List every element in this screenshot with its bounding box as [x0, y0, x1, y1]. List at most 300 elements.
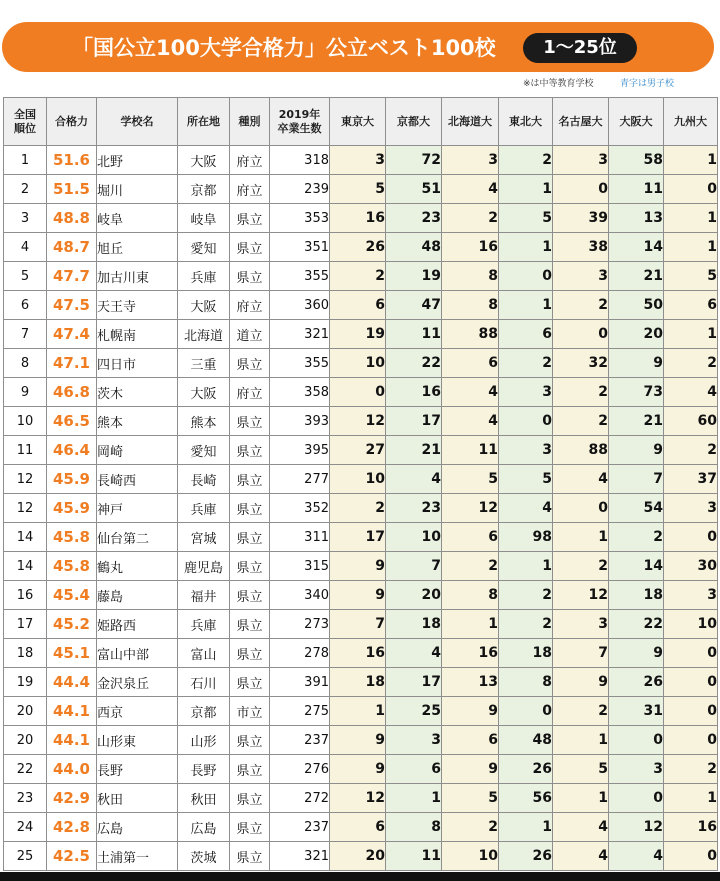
- prefecture-cell: 愛知: [178, 436, 230, 465]
- type-cell: 県立: [230, 610, 270, 639]
- nagoya-count-cell: 2: [553, 407, 609, 436]
- tokyo-count-cell: 3: [330, 146, 386, 175]
- score-cell: 51.6: [47, 146, 97, 175]
- column-header: [664, 98, 718, 146]
- score-cell: 47.1: [47, 349, 97, 378]
- osaka-count-cell: 3: [609, 755, 664, 784]
- kyushu-count-cell: 60: [664, 407, 718, 436]
- rank-cell: 10: [4, 407, 47, 436]
- graduates-cell: 395: [270, 436, 330, 465]
- table-row: [4, 378, 718, 407]
- osaka-count-cell: 11: [609, 175, 664, 204]
- table-row: [4, 639, 718, 668]
- column-header-text: 北海道大: [448, 114, 492, 128]
- table-row: [4, 697, 718, 726]
- prefecture-cell: 山形: [178, 726, 230, 755]
- nagoya-count-cell: 1: [553, 523, 609, 552]
- score-cell: 42.9: [47, 784, 97, 813]
- osaka-count-cell: 54: [609, 494, 664, 523]
- column-header: [230, 98, 270, 146]
- type-cell: 県立: [230, 465, 270, 494]
- score-cell: 42.5: [47, 842, 97, 871]
- hokkaido-count-cell: 4: [442, 378, 499, 407]
- osaka-count-cell: 12: [609, 813, 664, 842]
- hokkaido-count-cell: 10: [442, 842, 499, 871]
- kyoto-count-cell: 3: [386, 726, 442, 755]
- rank-cell: 20: [4, 697, 47, 726]
- osaka-count-cell: 13: [609, 204, 664, 233]
- prefecture-cell: 愛知: [178, 233, 230, 262]
- type-cell: 県立: [230, 349, 270, 378]
- tokyo-count-cell: 9: [330, 726, 386, 755]
- kyushu-count-cell: 16: [664, 813, 718, 842]
- rank-cell: 4: [4, 233, 47, 262]
- table-row: [4, 204, 718, 233]
- graduates-cell: 355: [270, 262, 330, 291]
- hokkaido-count-cell: 8: [442, 581, 499, 610]
- hokkaido-count-cell: 6: [442, 349, 499, 378]
- nagoya-count-cell: 3: [553, 610, 609, 639]
- kyoto-count-cell: 19: [386, 262, 442, 291]
- kyushu-count-cell: 1: [664, 146, 718, 175]
- osaka-count-cell: 21: [609, 407, 664, 436]
- type-cell: 府立: [230, 378, 270, 407]
- kyushu-count-cell: 1: [664, 204, 718, 233]
- table-row: [4, 291, 718, 320]
- osaka-count-cell: 14: [609, 233, 664, 262]
- school-name-cell: 堀川: [97, 175, 178, 204]
- tokyo-count-cell: 26: [330, 233, 386, 262]
- bottom-bar: [0, 872, 720, 881]
- nagoya-count-cell: 3: [553, 262, 609, 291]
- school-name-cell: 金沢泉丘: [97, 668, 178, 697]
- kyushu-count-cell: 10: [664, 610, 718, 639]
- type-cell: 県立: [230, 726, 270, 755]
- kyushu-count-cell: 0: [664, 697, 718, 726]
- table-row: [4, 436, 718, 465]
- column-header-text: 合格力: [55, 114, 88, 128]
- column-header-text: 卒業生数: [277, 121, 322, 135]
- score-cell: 44.0: [47, 755, 97, 784]
- school-name-cell: 茨木: [97, 378, 178, 407]
- school-name-cell: 長崎西: [97, 465, 178, 494]
- rank-cell: 14: [4, 523, 47, 552]
- osaka-count-cell: 9: [609, 436, 664, 465]
- type-cell: 県立: [230, 581, 270, 610]
- column-header-text: 所在地: [187, 114, 220, 128]
- kyushu-count-cell: 0: [664, 726, 718, 755]
- tokyo-count-cell: 12: [330, 784, 386, 813]
- graduates-cell: 315: [270, 552, 330, 581]
- nagoya-count-cell: 4: [553, 813, 609, 842]
- kyoto-count-cell: 17: [386, 668, 442, 697]
- graduates-cell: 393: [270, 407, 330, 436]
- osaka-count-cell: 4: [609, 842, 664, 871]
- rank-cell: 11: [4, 436, 47, 465]
- table-row: [4, 842, 718, 871]
- school-name-cell: 熊本: [97, 407, 178, 436]
- table-row: [4, 755, 718, 784]
- nagoya-count-cell: 32: [553, 349, 609, 378]
- kyoto-count-cell: 1: [386, 784, 442, 813]
- score-cell: 47.7: [47, 262, 97, 291]
- type-cell: 市立: [230, 697, 270, 726]
- hokkaido-count-cell: 3: [442, 146, 499, 175]
- school-name-cell: 姫路西: [97, 610, 178, 639]
- kyoto-count-cell: 6: [386, 755, 442, 784]
- column-header: [178, 98, 230, 146]
- kyoto-count-cell: 7: [386, 552, 442, 581]
- hokkaido-count-cell: 13: [442, 668, 499, 697]
- hokkaido-count-cell: 1: [442, 610, 499, 639]
- score-cell: 46.8: [47, 378, 97, 407]
- tokyo-count-cell: 9: [330, 552, 386, 581]
- score-cell: 45.2: [47, 610, 97, 639]
- table-row: [4, 320, 718, 349]
- kyushu-count-cell: 30: [664, 552, 718, 581]
- prefecture-cell: 兵庫: [178, 610, 230, 639]
- kyushu-count-cell: 2: [664, 755, 718, 784]
- kyushu-count-cell: 0: [664, 639, 718, 668]
- kyushu-count-cell: 4: [664, 378, 718, 407]
- hokkaido-count-cell: 11: [442, 436, 499, 465]
- type-cell: 県立: [230, 494, 270, 523]
- tohoku-count-cell: 0: [499, 697, 553, 726]
- column-header-text: 九州大: [674, 114, 707, 128]
- tokyo-count-cell: 1: [330, 697, 386, 726]
- header-row: [4, 98, 718, 146]
- nagoya-count-cell: 3: [553, 146, 609, 175]
- kyushu-count-cell: 3: [664, 581, 718, 610]
- tokyo-count-cell: 6: [330, 291, 386, 320]
- osaka-count-cell: 0: [609, 784, 664, 813]
- page-title: 「国公立100大学合格力」公立ベスト100校: [72, 36, 496, 60]
- graduates-cell: 273: [270, 610, 330, 639]
- rank-range-badge: 1～25位: [523, 33, 637, 63]
- tohoku-count-cell: 5: [499, 465, 553, 494]
- table-row: [4, 233, 718, 262]
- column-header-text: 順位: [14, 121, 36, 135]
- graduates-cell: 311: [270, 523, 330, 552]
- tohoku-count-cell: 26: [499, 842, 553, 871]
- graduates-cell: 355: [270, 349, 330, 378]
- table-row: [4, 349, 718, 378]
- column-header: [270, 98, 330, 146]
- school-name-cell: 西京: [97, 697, 178, 726]
- tohoku-count-cell: 18: [499, 639, 553, 668]
- type-cell: 県立: [230, 523, 270, 552]
- osaka-count-cell: 0: [609, 726, 664, 755]
- score-cell: 45.8: [47, 552, 97, 581]
- tokyo-count-cell: 6: [330, 813, 386, 842]
- table-body: [4, 146, 718, 871]
- rank-cell: 9: [4, 378, 47, 407]
- prefecture-cell: 大阪: [178, 378, 230, 407]
- graduates-cell: 237: [270, 726, 330, 755]
- table-row: [4, 262, 718, 291]
- column-header-text: 大阪大: [619, 114, 653, 128]
- type-cell: 県立: [230, 407, 270, 436]
- nagoya-count-cell: 0: [553, 175, 609, 204]
- graduates-cell: 277: [270, 465, 330, 494]
- tokyo-count-cell: 7: [330, 610, 386, 639]
- score-cell: 44.1: [47, 697, 97, 726]
- hokkaido-count-cell: 9: [442, 697, 499, 726]
- hokkaido-count-cell: 88: [442, 320, 499, 349]
- score-cell: 47.4: [47, 320, 97, 349]
- type-cell: 府立: [230, 175, 270, 204]
- column-header-text: 名古屋大: [558, 114, 603, 128]
- prefecture-cell: 熊本: [178, 407, 230, 436]
- nagoya-count-cell: 12: [553, 581, 609, 610]
- school-name-cell: 四日市: [97, 349, 178, 378]
- tokyo-count-cell: 5: [330, 175, 386, 204]
- column-header: [47, 98, 97, 146]
- graduates-cell: 358: [270, 378, 330, 407]
- tohoku-count-cell: 3: [499, 436, 553, 465]
- column-header: [499, 98, 553, 146]
- hokkaido-count-cell: 16: [442, 233, 499, 262]
- rank-cell: 20: [4, 726, 47, 755]
- table-row: [4, 726, 718, 755]
- osaka-count-cell: 73: [609, 378, 664, 407]
- nagoya-count-cell: 88: [553, 436, 609, 465]
- column-header: [386, 98, 442, 146]
- tohoku-count-cell: 6: [499, 320, 553, 349]
- tokyo-count-cell: 9: [330, 581, 386, 610]
- nagoya-count-cell: 2: [553, 552, 609, 581]
- kyoto-count-cell: 8: [386, 813, 442, 842]
- tokyo-count-cell: 9: [330, 755, 386, 784]
- type-cell: 県立: [230, 639, 270, 668]
- kyoto-count-cell: 23: [386, 204, 442, 233]
- kyoto-count-cell: 10: [386, 523, 442, 552]
- rank-cell: 5: [4, 262, 47, 291]
- rank-cell: 8: [4, 349, 47, 378]
- kyoto-count-cell: 48: [386, 233, 442, 262]
- tokyo-count-cell: 16: [330, 204, 386, 233]
- score-cell: 45.4: [47, 581, 97, 610]
- tohoku-count-cell: 0: [499, 262, 553, 291]
- score-cell: 45.1: [47, 639, 97, 668]
- tokyo-count-cell: 12: [330, 407, 386, 436]
- type-cell: 県立: [230, 842, 270, 871]
- score-cell: 44.1: [47, 726, 97, 755]
- hokkaido-count-cell: 4: [442, 407, 499, 436]
- tohoku-count-cell: 56: [499, 784, 553, 813]
- type-cell: 府立: [230, 146, 270, 175]
- tokyo-count-cell: 27: [330, 436, 386, 465]
- type-cell: 県立: [230, 552, 270, 581]
- kyoto-count-cell: 4: [386, 639, 442, 668]
- tokyo-count-cell: 16: [330, 639, 386, 668]
- school-name-cell: 山形東: [97, 726, 178, 755]
- column-header-text: 種別: [238, 114, 261, 128]
- column-header: [4, 98, 47, 146]
- graduates-cell: 237: [270, 813, 330, 842]
- hokkaido-count-cell: 6: [442, 726, 499, 755]
- graduates-cell: 351: [270, 233, 330, 262]
- column-header-text: 学校名: [120, 114, 154, 128]
- rank-cell: 3: [4, 204, 47, 233]
- nagoya-count-cell: 9: [553, 668, 609, 697]
- table-row: [4, 552, 718, 581]
- ranking-table: [3, 97, 718, 871]
- hokkaido-count-cell: 5: [442, 465, 499, 494]
- rank-cell: 17: [4, 610, 47, 639]
- rank-cell: 2: [4, 175, 47, 204]
- school-name-cell: 北野: [97, 146, 178, 175]
- osaka-count-cell: 7: [609, 465, 664, 494]
- nagoya-count-cell: 1: [553, 784, 609, 813]
- table-row: [4, 523, 718, 552]
- tohoku-count-cell: 3: [499, 378, 553, 407]
- rank-cell: 22: [4, 755, 47, 784]
- osaka-count-cell: 2: [609, 523, 664, 552]
- school-name-cell: 岡崎: [97, 436, 178, 465]
- prefecture-cell: 宮城: [178, 523, 230, 552]
- osaka-count-cell: 50: [609, 291, 664, 320]
- type-cell: 府立: [230, 291, 270, 320]
- school-name-cell: 土浦第一: [97, 842, 178, 871]
- column-header-text: 2019年: [278, 107, 321, 121]
- column-header: [442, 98, 499, 146]
- prefecture-cell: 鹿児島: [178, 552, 230, 581]
- kyushu-count-cell: 0: [664, 842, 718, 871]
- graduates-cell: 321: [270, 842, 330, 871]
- prefecture-cell: 秋田: [178, 784, 230, 813]
- nagoya-count-cell: 0: [553, 320, 609, 349]
- prefecture-cell: 岐阜: [178, 204, 230, 233]
- school-name-cell: 仙台第二: [97, 523, 178, 552]
- score-cell: 45.9: [47, 465, 97, 494]
- score-cell: 44.4: [47, 668, 97, 697]
- graduates-cell: 353: [270, 204, 330, 233]
- type-cell: 県立: [230, 668, 270, 697]
- title-banner: [0, 0, 720, 78]
- rank-cell: 14: [4, 552, 47, 581]
- prefecture-cell: 長野: [178, 755, 230, 784]
- kyoto-count-cell: 16: [386, 378, 442, 407]
- type-cell: 県立: [230, 755, 270, 784]
- osaka-count-cell: 9: [609, 639, 664, 668]
- kyoto-count-cell: 18: [386, 610, 442, 639]
- graduates-cell: 318: [270, 146, 330, 175]
- school-name-cell: 藤島: [97, 581, 178, 610]
- table-row: [4, 175, 718, 204]
- score-cell: 45.9: [47, 494, 97, 523]
- graduates-cell: 360: [270, 291, 330, 320]
- tokyo-count-cell: 2: [330, 262, 386, 291]
- kyushu-count-cell: 0: [664, 523, 718, 552]
- tokyo-count-cell: 10: [330, 465, 386, 494]
- kyoto-count-cell: 25: [386, 697, 442, 726]
- prefecture-cell: 長崎: [178, 465, 230, 494]
- type-cell: 道立: [230, 320, 270, 349]
- nagoya-count-cell: 1: [553, 726, 609, 755]
- rank-cell: 6: [4, 291, 47, 320]
- nagoya-count-cell: 4: [553, 842, 609, 871]
- rank-cell: 24: [4, 813, 47, 842]
- tohoku-count-cell: 2: [499, 146, 553, 175]
- prefecture-cell: 兵庫: [178, 262, 230, 291]
- nagoya-count-cell: 2: [553, 291, 609, 320]
- table-header: [4, 98, 718, 146]
- tohoku-count-cell: 1: [499, 291, 553, 320]
- kyoto-count-cell: 22: [386, 349, 442, 378]
- rank-cell: 19: [4, 668, 47, 697]
- score-cell: 48.7: [47, 233, 97, 262]
- graduates-cell: 391: [270, 668, 330, 697]
- osaka-count-cell: 22: [609, 610, 664, 639]
- school-name-cell: 広島: [97, 813, 178, 842]
- osaka-count-cell: 21: [609, 262, 664, 291]
- hokkaido-count-cell: 8: [442, 262, 499, 291]
- kyoto-count-cell: 4: [386, 465, 442, 494]
- column-header: [97, 98, 178, 146]
- hokkaido-count-cell: 6: [442, 523, 499, 552]
- tohoku-count-cell: 8: [499, 668, 553, 697]
- rank-cell: 23: [4, 784, 47, 813]
- rank-cell: 7: [4, 320, 47, 349]
- tohoku-count-cell: 2: [499, 581, 553, 610]
- osaka-count-cell: 14: [609, 552, 664, 581]
- kyoto-count-cell: 47: [386, 291, 442, 320]
- tokyo-count-cell: 0: [330, 378, 386, 407]
- kyoto-count-cell: 51: [386, 175, 442, 204]
- kyushu-count-cell: 1: [664, 784, 718, 813]
- tokyo-count-cell: 18: [330, 668, 386, 697]
- kyoto-count-cell: 11: [386, 842, 442, 871]
- rank-cell: 16: [4, 581, 47, 610]
- prefecture-cell: 兵庫: [178, 494, 230, 523]
- score-cell: 51.5: [47, 175, 97, 204]
- hokkaido-count-cell: 2: [442, 204, 499, 233]
- osaka-count-cell: 20: [609, 320, 664, 349]
- prefecture-cell: 石川: [178, 668, 230, 697]
- school-name-cell: 札幌南: [97, 320, 178, 349]
- school-name-cell: 天王寺: [97, 291, 178, 320]
- school-name-cell: 長野: [97, 755, 178, 784]
- kyushu-count-cell: 1: [664, 320, 718, 349]
- kyushu-count-cell: 37: [664, 465, 718, 494]
- prefecture-cell: 大阪: [178, 146, 230, 175]
- score-cell: 46.5: [47, 407, 97, 436]
- prefecture-cell: 京都: [178, 175, 230, 204]
- school-name-cell: 秋田: [97, 784, 178, 813]
- school-name-cell: 鶴丸: [97, 552, 178, 581]
- kyoto-count-cell: 72: [386, 146, 442, 175]
- kyoto-count-cell: 11: [386, 320, 442, 349]
- tohoku-count-cell: 2: [499, 349, 553, 378]
- score-cell: 46.4: [47, 436, 97, 465]
- tohoku-count-cell: 5: [499, 204, 553, 233]
- prefecture-cell: 三重: [178, 349, 230, 378]
- tohoku-count-cell: 1: [499, 552, 553, 581]
- tohoku-count-cell: 48: [499, 726, 553, 755]
- type-cell: 県立: [230, 784, 270, 813]
- tokyo-count-cell: 17: [330, 523, 386, 552]
- kyushu-count-cell: 0: [664, 175, 718, 204]
- prefecture-cell: 茨城: [178, 842, 230, 871]
- tokyo-count-cell: 19: [330, 320, 386, 349]
- school-name-cell: 岐阜: [97, 204, 178, 233]
- rank-cell: 25: [4, 842, 47, 871]
- rank-cell: 18: [4, 639, 47, 668]
- nagoya-count-cell: 2: [553, 697, 609, 726]
- tohoku-count-cell: 98: [499, 523, 553, 552]
- column-header: [553, 98, 609, 146]
